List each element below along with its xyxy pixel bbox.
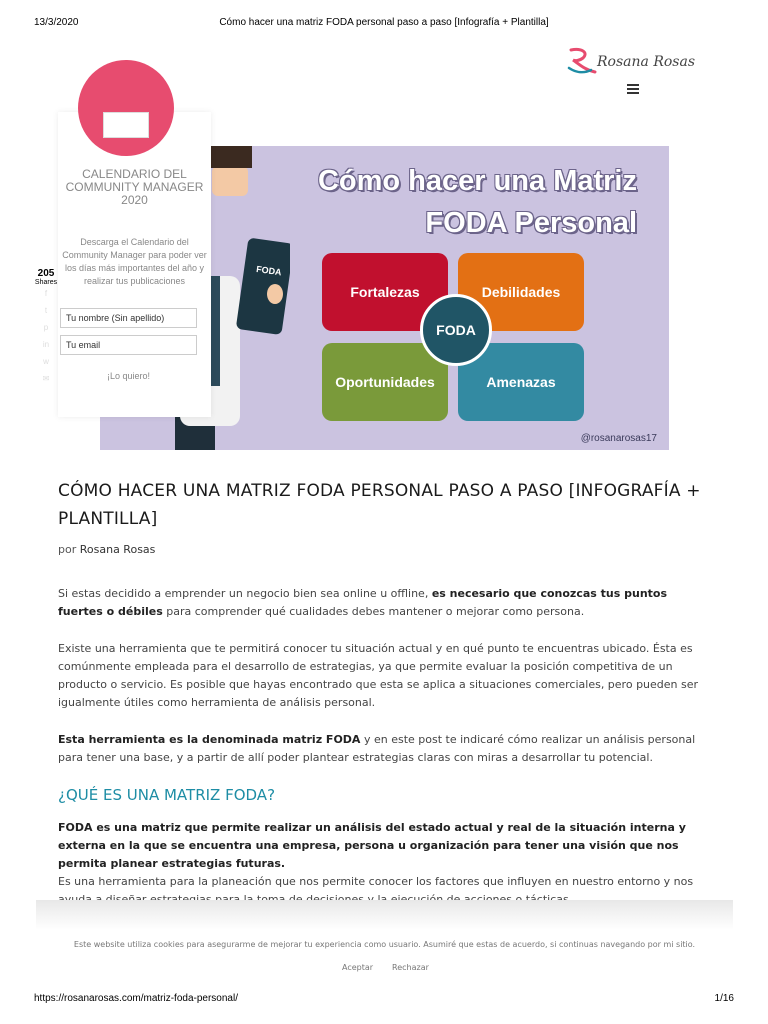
hero-title [318,160,637,244]
instagram-handle: @rosanarosas17 [580,433,657,444]
byline [58,543,155,556]
section-heading: ¿QUÉ ES UNA MATRIZ FODA? [58,786,276,804]
quadrant-fortalezas: Fortalezas [322,253,448,331]
facebook-icon[interactable]: f [44,289,48,298]
article-header [58,477,708,533]
p1-text-c: para comprender qué cualidades debes mantener o mejorar como persona. [162,605,585,618]
share-count: 205 [37,268,55,279]
subscribe-button[interactable]: ¡Lo quiero! [60,368,197,384]
twitter-icon[interactable]: t [44,306,48,315]
cookie-reject-button[interactable]: Rechazar [392,963,429,972]
cookie-banner [36,900,733,986]
cookie-text: Este website utiliza cookies para asegurarme de mejorar tu experiencia como usuario. Asumiré que estas de acuerdo, si continuas navegando por mi sitio. [73,940,696,949]
whatsapp-icon[interactable]: w [43,357,49,366]
paragraph-1 [58,585,710,621]
popup-circle-image [78,60,174,156]
email-input[interactable]: Tu email [60,335,197,355]
quadrant-amenazas: Amenazas [458,343,584,421]
paragraph-3 [58,731,710,767]
print-url: https://rosanarosas.com/matriz-foda-personal/ [34,993,238,1004]
hero-title-line2: FODA Personal [425,207,637,239]
hamburger-icon[interactable] [627,84,639,94]
byline-prefix: por [58,543,77,556]
calendar-thumbnail-icon [103,112,149,138]
p1-bold: es necesario que conozcas tus puntos fuertes o débiles [58,587,668,618]
author-link[interactable]: Rosana Rosas [79,543,156,556]
quadrant-oportunidades: Oportunidades [322,343,448,421]
popup-text: Descarga el Calendario del Community Manager para poder ver los días más importantes del año y realizar tus publicaciones [62,237,207,286]
paragraph-2: Existe una herramienta que te permitirá conocer tu situación actual y en qué punto te encuentras ubicado. Ésta es comúnmente empleada para el desarrollo de estrategias, ya que permite evaluar la posición competitiva de un producto o servicio. Es posible que hayas encontrado que esta se aplica a situaciones comerciales, pero pueden ser igualmente útiles como herramienta de análisis personal. [58,642,699,709]
site-logo[interactable] [565,44,695,78]
p3-text: y en este post te indicaré cómo realizar un análisis personal para tener una base, y a partir de allí poder plantear estrategias claras con miras a desarrollar tu potencial. [58,733,696,764]
email-icon[interactable]: ✉ [42,374,50,383]
logo-mark-icon [565,46,599,76]
hero-title-line1: Cómo hacer una Matriz [317,165,637,197]
name-input[interactable]: Tu nombre (Sin apellido) [60,308,197,328]
popup-title: CALENDARIO DEL COMMUNITY MANAGER 2020 [65,167,204,207]
article-title: CÓMO HACER UNA MATRIZ FODA PERSONAL PASO A PASO [INFOGRAFÍA + PLANTILLA] [58,481,701,529]
share-label: Shares [34,279,58,286]
paragraph-5: Es una herramienta para la planeación que nos permite conocer los factores que influyen en nuestro entorno y nos [58,875,694,888]
print-page-number: 1/16 [714,993,734,1004]
logo-text: Rosana Rosas [597,54,695,70]
print-title: Cómo hacer una matriz FODA personal paso a paso [Infografía + Plantilla] [219,17,549,28]
p3-bold: Esta herramienta es la denominada matriz FODA [58,733,361,746]
paragraph-4 [58,819,710,873]
share-bar [34,268,58,388]
linkedin-icon[interactable]: in [42,340,50,349]
p1-text-a: Si estas decidido a emprender un negocio bien sea online u offline, [58,587,432,600]
newsletter-popup [58,112,211,417]
foda-center-circle: FODA [420,294,492,366]
foda-card-label: FODA [255,263,283,278]
cookie-accept-button[interactable]: Aceptar [342,963,374,972]
print-date: 13/3/2020 [34,17,79,28]
pinterest-icon[interactable]: p [43,323,49,332]
quadrant-debilidades: Debilidades [458,253,584,331]
p4-bold: FODA es una matriz que permite realizar un análisis del estado actual y real de la situación interna y externa en la que se encuentra una empresa, persona u organización para tener una visión que nos permita planear estrategias futuras. [58,821,686,870]
